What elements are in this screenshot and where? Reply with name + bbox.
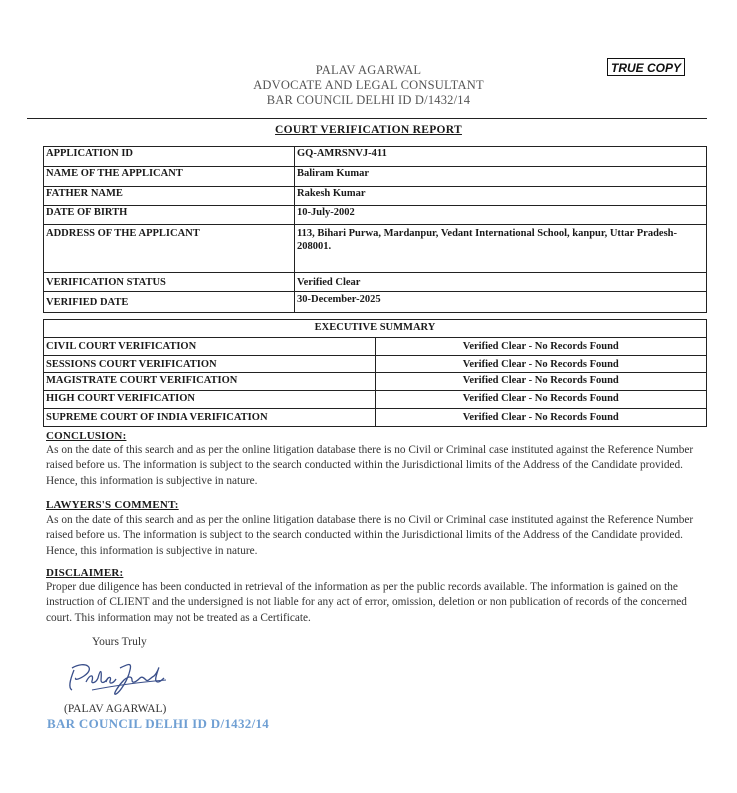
summary-title: EXECUTIVE SUMMARY	[44, 320, 707, 338]
table-row	[44, 338, 707, 356]
detail-label: DATE OF BIRTH	[44, 206, 295, 225]
advocate-role: ADVOCATE AND LEGAL CONSULTANT	[253, 78, 484, 92]
detail-value: Verified Clear	[295, 273, 707, 292]
detail-label: VERIFIED DATE	[44, 292, 295, 313]
summary-value: Verified Clear - No Records Found	[375, 373, 707, 391]
detail-value: 10-July-2002	[295, 206, 707, 225]
summary-label: MAGISTRATE COURT VERIFICATION	[44, 373, 376, 391]
detail-value: GQ-AMRSNVJ-411	[295, 147, 707, 167]
disclaimer-text: Proper due diligence has been conducted in retrieval of the information as per the public records available. The information is gained on the instruction of CLIENT and the undersigned is not liable for any act of error, omission, deletion or non publication of records of the concerned court. This information may not be treated as a Certificate.	[46, 581, 687, 624]
disclaimer-heading: DISCLAIMER:	[46, 567, 124, 579]
detail-value: 113, Bihari Purwa, Mardanpur, Vedant International School, kanpur, Uttar Pradesh-208001.	[295, 225, 707, 273]
summary-value: Verified Clear - No Records Found	[375, 356, 707, 373]
summary-value: Verified Clear - No Records Found	[375, 409, 707, 427]
closing-text: Yours Truly	[92, 636, 147, 648]
conclusion-text: As on the date of this search and as per the online litigation database there is no Civil or Criminal case instituted against the Reference Number raised before us. The information is subject to the search conducted within the Jurisdictional limits of the Address of the Candidate provided. Hence, this information is subjective in nature.	[46, 444, 694, 487]
table-row	[44, 356, 707, 373]
header-divider	[27, 118, 707, 119]
table-row	[44, 391, 707, 409]
detail-value: Rakesh Kumar	[295, 187, 707, 206]
detail-label: NAME OF THE APPLICANT	[44, 167, 295, 187]
detail-value: Baliram Kumar	[295, 167, 707, 187]
table-row	[44, 225, 707, 273]
detail-label: VERIFICATION STATUS	[44, 273, 295, 292]
lawyers-comment-heading: LAWYERS'S COMMENT:	[46, 499, 179, 511]
table-row	[44, 167, 707, 187]
summary-label: HIGH COURT VERIFICATION	[44, 391, 376, 409]
lawyers-comment-text: As on the date of this search and as per the online litigation database there is no Civil or Criminal case instituted against the Reference Number raised before us. The information is subject to the search conducted within the Jurisdictional limits of the Address of the Candidate provided. Hence, this information is subjective in nature.	[46, 514, 694, 557]
executive-summary-table	[43, 319, 707, 427]
summary-label: SESSIONS COURT VERIFICATION	[44, 356, 376, 373]
signatory-name: (PALAV AGARWAL)	[64, 703, 167, 715]
detail-value: 30-December-2025	[295, 292, 707, 313]
detail-label: APPLICATION ID	[44, 147, 295, 167]
handwritten-signature-icon	[62, 650, 172, 705]
table-row	[44, 320, 707, 338]
report-title: COURT VERIFICATION REPORT	[275, 124, 462, 136]
table-row	[44, 373, 707, 391]
table-row	[44, 147, 707, 167]
summary-value: Verified Clear - No Records Found	[375, 338, 707, 356]
table-row	[44, 187, 707, 206]
summary-label: SUPREME COURT OF INDIA VERIFICATION	[44, 409, 376, 427]
header-bar-id: BAR COUNCIL DELHI ID D/1432/14	[266, 93, 471, 107]
conclusion-heading: CONCLUSION:	[46, 430, 127, 442]
footer-bar-id: BAR COUNCIL DELHI ID D/1432/14	[47, 716, 270, 731]
true-copy-stamp: TRUE COPY	[607, 58, 685, 76]
table-row	[44, 273, 707, 292]
detail-label: FATHER NAME	[44, 187, 295, 206]
table-row	[44, 206, 707, 225]
advocate-name: PALAV AGARWAL	[315, 63, 422, 77]
summary-value: Verified Clear - No Records Found	[375, 391, 707, 409]
table-row	[44, 409, 707, 427]
detail-label: ADDRESS OF THE APPLICANT	[44, 225, 295, 273]
summary-label: CIVIL COURT VERIFICATION	[44, 338, 376, 356]
applicant-details-table	[43, 146, 707, 313]
table-row	[44, 292, 707, 313]
